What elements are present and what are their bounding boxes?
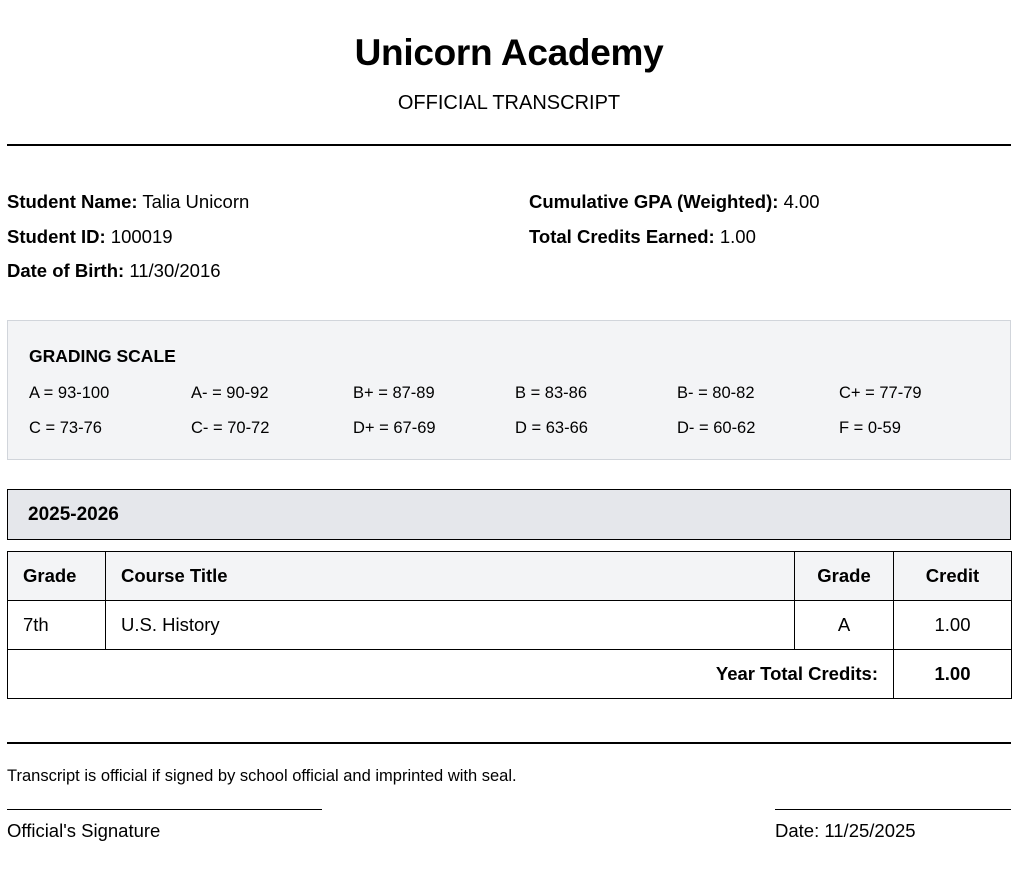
scale-item: A- = 90-92 [191,384,269,402]
cell-grade: A [795,601,894,650]
date-line [775,809,1011,810]
scale-item: B = 83-86 [515,384,588,402]
dob-row [7,260,221,282]
cell-grade-level: 7th [8,601,106,650]
scale-item: C+ = 77-79 [839,384,922,402]
student-name-label: Student Name: [7,191,138,212]
student-id-label: Student ID: [7,226,106,247]
scale-item: D- = 60-62 [677,419,756,437]
column-header-credit: Credit [894,552,1012,601]
scale-item: C- = 70-72 [191,419,270,437]
credits-label: Total Credits Earned: [529,226,715,247]
scale-item: F = 0-59 [839,419,901,437]
cell-course-title: U.S. History [106,601,795,650]
student-name-value: Talia Unicorn [142,191,250,212]
official-note: Transcript is official if signed by school official and imprinted with seal. [7,767,517,785]
footer-divider [7,742,1011,744]
courses-table [7,551,1012,699]
gpa-value: 4.00 [783,191,820,212]
gpa-label: Cumulative GPA (Weighted): [529,191,779,212]
scale-item: D+ = 67-69 [353,419,436,437]
credits-value: 1.00 [719,226,756,247]
signature-label: Official's Signature [7,820,161,841]
header-divider [7,144,1011,146]
student-id-row [7,226,173,248]
grading-scale-title: GRADING SCALE [29,346,176,366]
table-header-row [8,552,1012,601]
signature-line [7,809,322,810]
column-header-grade: Grade [795,552,894,601]
year-label: 2025-2026 [28,504,119,525]
year-total-row [8,650,1012,699]
school-name: Unicorn Academy [354,32,664,73]
year-header [7,489,1011,540]
grading-scale-panel [7,320,1011,460]
scale-item: D = 63-66 [515,419,588,437]
dob-value: 11/30/2016 [129,260,221,281]
table-row [8,601,1012,650]
credits-row [529,226,756,248]
student-id-value: 100019 [110,226,173,247]
date-label: Date: 11/25/2025 [775,820,916,841]
column-header-grade-level: Grade [8,552,106,601]
year-total-value: 1.00 [894,650,1012,699]
year-total-label: Year Total Credits: [8,650,894,699]
column-header-course-title: Course Title [106,552,795,601]
cell-credit: 1.00 [894,601,1012,650]
student-name-row [7,191,249,213]
scale-item: B+ = 87-89 [353,384,435,402]
dob-label: Date of Birth: [7,260,125,281]
document-title: OFFICIAL TRANSCRIPT [397,92,621,114]
scale-item: C = 73-76 [29,419,102,437]
scale-item: A = 93-100 [29,384,110,402]
gpa-row [529,191,820,213]
scale-item: B- = 80-82 [677,384,755,402]
